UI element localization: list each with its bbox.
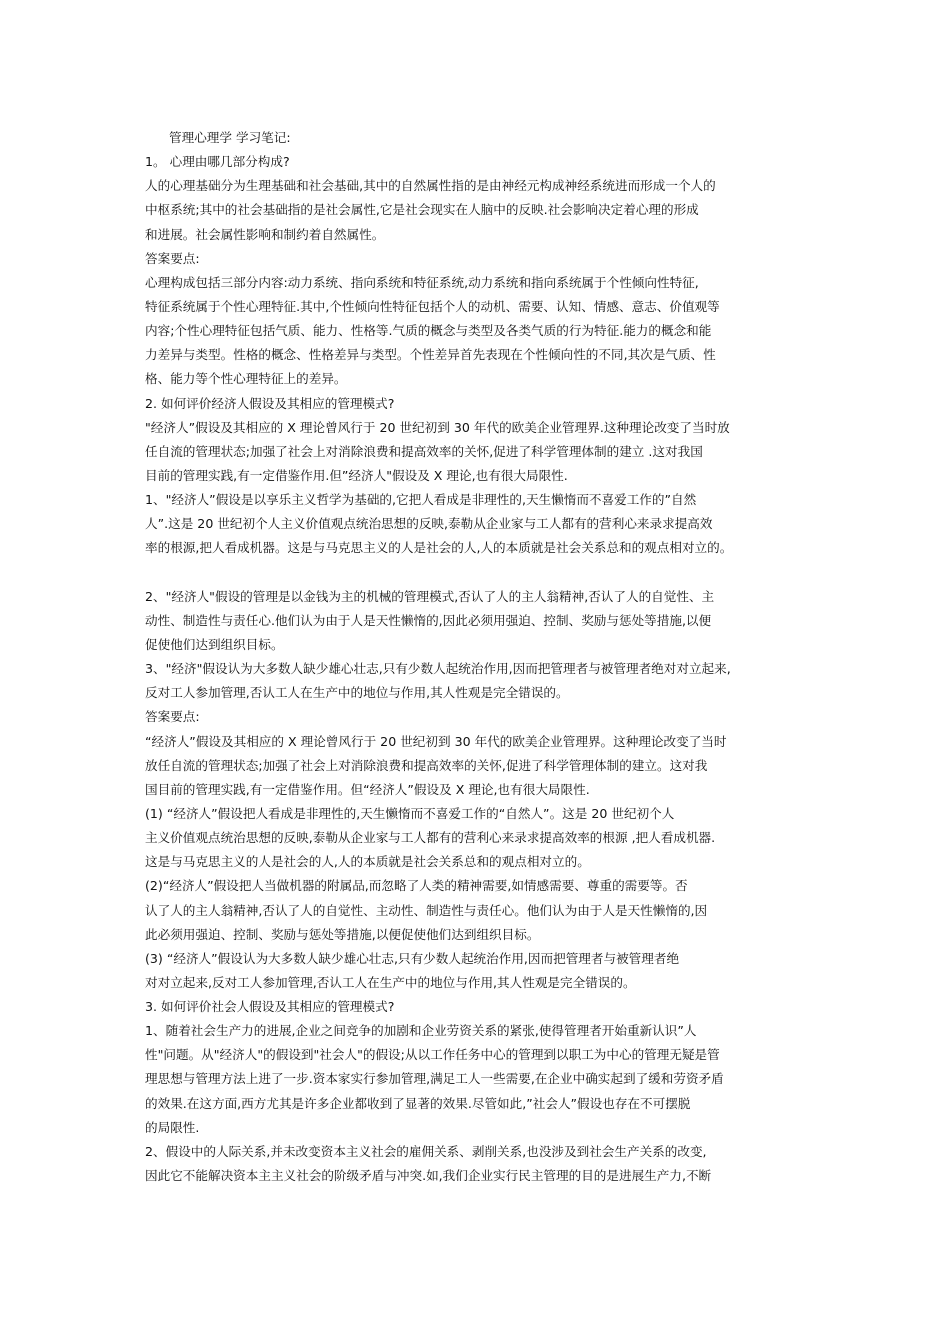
text-line: 心理构成包括三部分内容:动力系统、指向系统和特征系统,动力系统和指向系统属于个性倾向性特征, bbox=[145, 274, 699, 290]
text-line: 的局限性. bbox=[145, 1119, 200, 1135]
text-line: (2)“经济人”假设把人当做机器的附属品,而忽略了人类的精神需要,如情感需要、尊重的需要等。否 bbox=[145, 878, 688, 894]
text-line: 2. 如何评价经济人假设及其相应的管理模式? bbox=[145, 395, 395, 411]
text-line: 人”.这是 20 世纪初个人主义价值观点统治思想的反映,泰勒从企业家与工人都有的营利心来录求提高效 bbox=[145, 516, 713, 532]
text-line: 2、假设中的人际关系,并未改变资本主义社会的雇佣关系、剥削关系,也没涉及到社会生产关系的改变, bbox=[145, 1143, 707, 1159]
text-line: 和进展。社会属性影响和制约着自然属性。 bbox=[145, 226, 385, 242]
text-line: 内容;个性心理特征包括气质、能力、性格等.气质的概念与类型及各类气质的行为特征.能力的概念和能 bbox=[145, 323, 712, 339]
text-line: 因此它不能解决资本主主义社会的阶级矛盾与冲突.如,我们企业实行民主管理的目的是进展生产力,不断 bbox=[145, 1168, 712, 1184]
text-line: 特征系统属于个性心理特征.其中,个性倾向性特征包括个人的动机、需要、认知、情感、意志、价值观等 bbox=[145, 298, 720, 314]
document-body bbox=[145, 126, 811, 1188]
text-line: 理思想与管理方法上进了一步.资本家实行参加管理,满足工人一些需要,在企业中确实起到了缓和劳资矛盾 bbox=[145, 1071, 724, 1087]
text-line: 率的根源,把人看成机器。这是与马克思主义的人是社会的人,人的本质就是社会关系总和的观点相对立的。 bbox=[145, 540, 733, 556]
text-line: 1。 心理由哪几部分构成? bbox=[145, 154, 290, 170]
text-line: 格、能力等个性心理特征上的差异。 bbox=[145, 371, 347, 387]
text-line: 动性、制造性与责任心.他们认为由于人是天性懒惰的,因此必须用强迫、控制、奖励与惩处等措施,以便 bbox=[145, 612, 712, 628]
text-line: 主义价值观点统治思想的反映,泰勒从企业家与工人都有的营利心来录求提高效率的根源 ,把人看成机器. bbox=[145, 830, 716, 846]
text-line: 目前的管理实践,有一定借鉴作用.但”经济人"假设及 X 理论,也有很大局限性. bbox=[145, 467, 568, 483]
text-line: 3. 如何评价社会人假设及其相应的管理模式? bbox=[145, 999, 395, 1015]
text-line: "经济人”假设及其相应的 X 理论曾风行于 20 世纪初到 30 年代的欧美企业管理界.这种理论改变了当时放 bbox=[145, 419, 730, 435]
text-line: 答案要点: bbox=[145, 709, 200, 725]
text-line: 放任自流的管理状态;加强了社会上对消除浪费和提高效率的关怀,促进了科学管理体制的建立。这对我 bbox=[145, 757, 708, 773]
text-line: 的效果.在这方面,西方尤其是许多企业都收到了显著的效果.尽管如此,”社会人”假设也存在不可摆脱 bbox=[145, 1095, 691, 1111]
text-line: 促使他们达到组织目标。 bbox=[145, 636, 284, 652]
text-line: 性"问题。从"经济人"的假设到"社会人"的假设;从以工作任务中心的管理到以职工为中心的管理无疑是管 bbox=[145, 1047, 720, 1063]
text-line: 力差异与类型。性格的概念、性格差异与类型。个性差异首先表现在个性倾向性的不同,其次是气质、性 bbox=[145, 347, 716, 363]
text-line: 对对立起来,反对工人参加管理,否认工人在生产中的地位与作用,其人性观是完全错误的。 bbox=[145, 974, 636, 990]
text-line: 任自流的管理状态;加强了社会上对消除浪费和提高效率的关怀,促进了科学管理体制的建立 .这对我国 bbox=[145, 443, 703, 459]
text-line: 答案要点: bbox=[145, 250, 200, 266]
text-line: (3) “经济人”假设认为大多数人缺少雄心壮志,只有少数人起统治作用,因而把管理者与被管理者绝 bbox=[145, 950, 680, 966]
blank-line bbox=[145, 561, 811, 585]
text-line: 中枢系统;其中的社会基础指的是社会属性,它是社会现实在人脑中的反映.社会影响决定着心理的形成 bbox=[145, 202, 699, 218]
text-line: 3、"经济"假设认为大多数人缺少雄心壮志,只有少数人起统治作用,因而把管理者与被管理者绝对对立起来, bbox=[145, 661, 731, 677]
text-line: 国目前的管理实践,有一定借鉴作用。但“经济人”假设及 X 理论,也有很大局限性. bbox=[145, 781, 590, 797]
text-line: 2、"经济人"假设的管理是以金钱为主的机械的管理模式,否认了人的主人翁精神,否认了人的自觉性、主 bbox=[145, 588, 715, 604]
text-line: “经济人”假设及其相应的 X 理论曾风行于 20 世纪初到 30 年代的欧美企业管理界。这种理论改变了当时 bbox=[145, 733, 727, 749]
text-line: 这是与马克思主义的人是社会的人,人的本质就是社会关系总和的观点相对立的。 bbox=[145, 854, 590, 870]
paragraph-lines bbox=[145, 150, 811, 1188]
text-line: 认了人的主人翁精神,否认了人的自觉性、主动性、制造性与责任心。他们认为由于人是天性懒惰的,因 bbox=[145, 902, 708, 918]
text-line: 1、随着社会生产力的进展,企业之间竞争的加剧和企业劳资关系的紧张,使得管理者开始重新认识”人 bbox=[145, 1023, 697, 1039]
text-line: 此必须用强迫、控制、奖励与惩处等措施,以便促使他们达到组织目标。 bbox=[145, 926, 540, 942]
text-line: 反对工人参加管理,否认工人在生产中的地位与作用,其人性观是完全错误的。 bbox=[145, 685, 569, 701]
text-line: 人的心理基础分为生理基础和社会基础,其中的自然属性指的是由神经元构成神经系统进而形成一个人的 bbox=[145, 178, 716, 194]
text-line: 1、"经济人”假设是以享乐主义哲学为基础的,它把人看成是非理性的,天生懒惰而不喜爱工作的”自然 bbox=[145, 492, 697, 508]
document-title: 管理心理学 学习笔记: bbox=[169, 130, 291, 145]
text-line: (1) “经济人”假设把人看成是非理性的,天生懒惰而不喜爱工作的“自然人”。这是 20 世纪初个人 bbox=[145, 805, 675, 821]
